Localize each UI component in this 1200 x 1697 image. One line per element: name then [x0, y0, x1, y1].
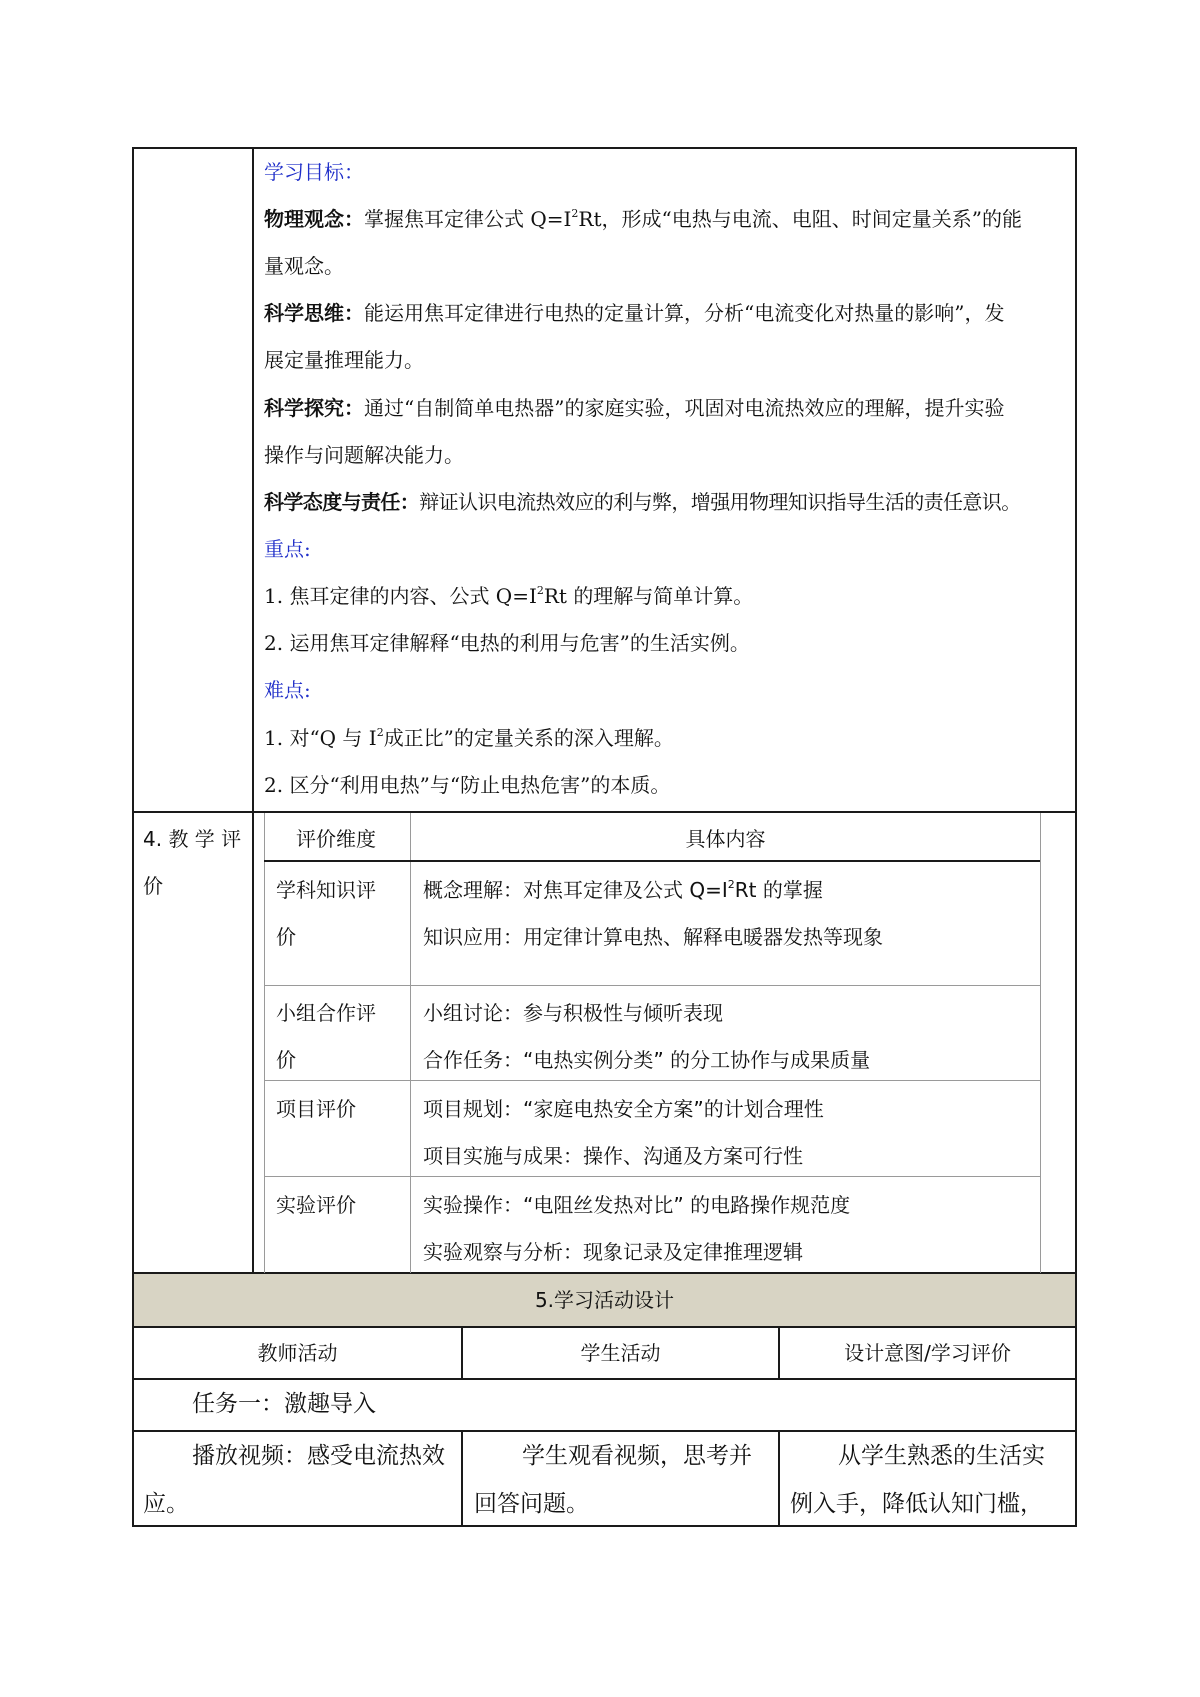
eval-dim-2-cont: 价 [276, 1048, 296, 1072]
difficulties-title: 难点: [264, 678, 311, 702]
eval-row-rule-3 [264, 1176, 1040, 1177]
evaluation-label-line1: 4. 教 学 评 [143, 827, 242, 851]
section5-title: 5.学习活动设计 [534, 1288, 675, 1312]
key-point-2: 2. 运用焦耳定律解释“电热的利用与危害”的生活实例。 [264, 631, 750, 655]
objective-thinking: 科学思维：能运用焦耳定律进行电热的定量计算，分析“电流变化对热量的影响”，发 [264, 301, 1005, 325]
eval-dim-1: 学科知识评 [276, 878, 376, 902]
objective-thinking-cont: 展定量推理能力。 [264, 348, 424, 372]
design-intent-line2: 例入手，降低认知门槛， [790, 1491, 1043, 1517]
objective-physics-cont: 量观念。 [264, 254, 344, 278]
eval-header-dimension: 评价维度 [296, 827, 376, 851]
teacher-activity-line1: 播放视频：感受电流热效 [192, 1443, 445, 1469]
eval-header-rule [264, 860, 1040, 862]
eval-content-1b: 知识应用：用定律计算电热、解释电暖器发热等现象 [423, 925, 883, 949]
eval-dim-1-cont: 价 [276, 925, 296, 949]
activity-col-divider-3 [461, 1430, 463, 1526]
eval-content-2a: 小组讨论：参与积极性与倾听表现 [423, 1001, 723, 1025]
objectives-title: 学习目标： [264, 160, 364, 184]
eval-inner-right [1040, 813, 1041, 1273]
eval-content-2b: 合作任务：“电热实例分类” 的分工协作与成果质量 [423, 1048, 871, 1072]
header-student-activity: 学生活动 [580, 1341, 661, 1365]
row-divider-activity [132, 1430, 1077, 1432]
eval-inner-col [410, 813, 411, 1273]
objective-inquiry: 科学探究：通过“自制简单电热器”的家庭实验，巩固对电流热效应的理解，提升实验 [264, 396, 1005, 420]
task1-title: 任务一：激趣导入 [192, 1391, 376, 1417]
difficulty-2: 2. 区分“利用电热”与“防止电热危害”的本质。 [264, 773, 671, 797]
eval-inner-left [264, 813, 265, 1273]
eval-content-3b: 项目实施与成果：操作、沟通及方案可行性 [423, 1144, 803, 1168]
design-intent-line1: 从学生熟悉的生活实 [838, 1443, 1045, 1469]
eval-content-1a: 概念理解：对焦耳定律及公式 $Q=I^2Rt$ 的掌握 [423, 878, 823, 902]
row-divider-task1 [132, 1378, 1077, 1380]
eval-header-content: 具体内容 [685, 827, 766, 851]
teacher-activity-line2: 应。 [143, 1491, 189, 1517]
student-activity-line1: 学生观看视频，思考并 [522, 1443, 752, 1469]
eval-dim-4: 实验评价 [276, 1193, 356, 1217]
student-activity-line2: 回答问题。 [474, 1491, 589, 1517]
objective-label: 物理观念： [264, 207, 364, 231]
key-point-1: 1. 焦耳定律的内容、公式 $Q=I^2Rt$ 的理解与简单计算。 [264, 584, 754, 608]
table-border-top [132, 147, 1077, 149]
eval-dim-2: 小组合作评 [276, 1001, 376, 1025]
key-points-title: 重点: [264, 537, 311, 561]
difficulty-1: 1. 对“Q 与 $I^2$成正比”的定量关系的深入理解。 [264, 726, 674, 750]
header-teacher-activity: 教师活动 [257, 1341, 338, 1365]
table-border-bottom [132, 1525, 1077, 1527]
eval-content-4a: 实验操作：“电阻丝发热对比” 的电路操作规范度 [423, 1193, 851, 1217]
objective-inquiry-cont: 操作与问题解决能力。 [264, 443, 464, 467]
eval-content-3a: 项目规划：“家庭电热安全方案”的计划合理性 [423, 1097, 824, 1121]
objective-attitude: 科学态度与责任：辩证认识电流热效应的利与弊，增强用物理知识指导生活的责任意识。 [264, 490, 1021, 514]
activity-col-divider-4 [778, 1430, 780, 1526]
evaluation-label-line2: 价 [143, 874, 163, 898]
objective-label: 科学态度与责任： [264, 490, 420, 514]
eval-row-rule-1 [264, 985, 1040, 986]
objective-label: 科学思维： [264, 301, 364, 325]
objective-physics: 物理观念：掌握焦耳定律公式 $Q=I^2Rt$，形成“电热与电流、电阻、时间定量关系”的能 [264, 207, 1022, 231]
header-design-intent: 设计意图/学习评价 [844, 1341, 1011, 1365]
eval-content-4b: 实验观察与分析：现象记录及定律推理逻辑 [423, 1240, 803, 1264]
objective-label: 科学探究： [264, 396, 364, 420]
row-divider-headers [132, 1326, 1077, 1328]
eval-row-rule-2 [264, 1080, 1040, 1081]
label-column-divider [252, 147, 254, 1273]
eval-dim-3: 项目评价 [276, 1097, 356, 1121]
row-divider-evaluation [132, 811, 1077, 813]
table-border-right [1075, 147, 1077, 1527]
